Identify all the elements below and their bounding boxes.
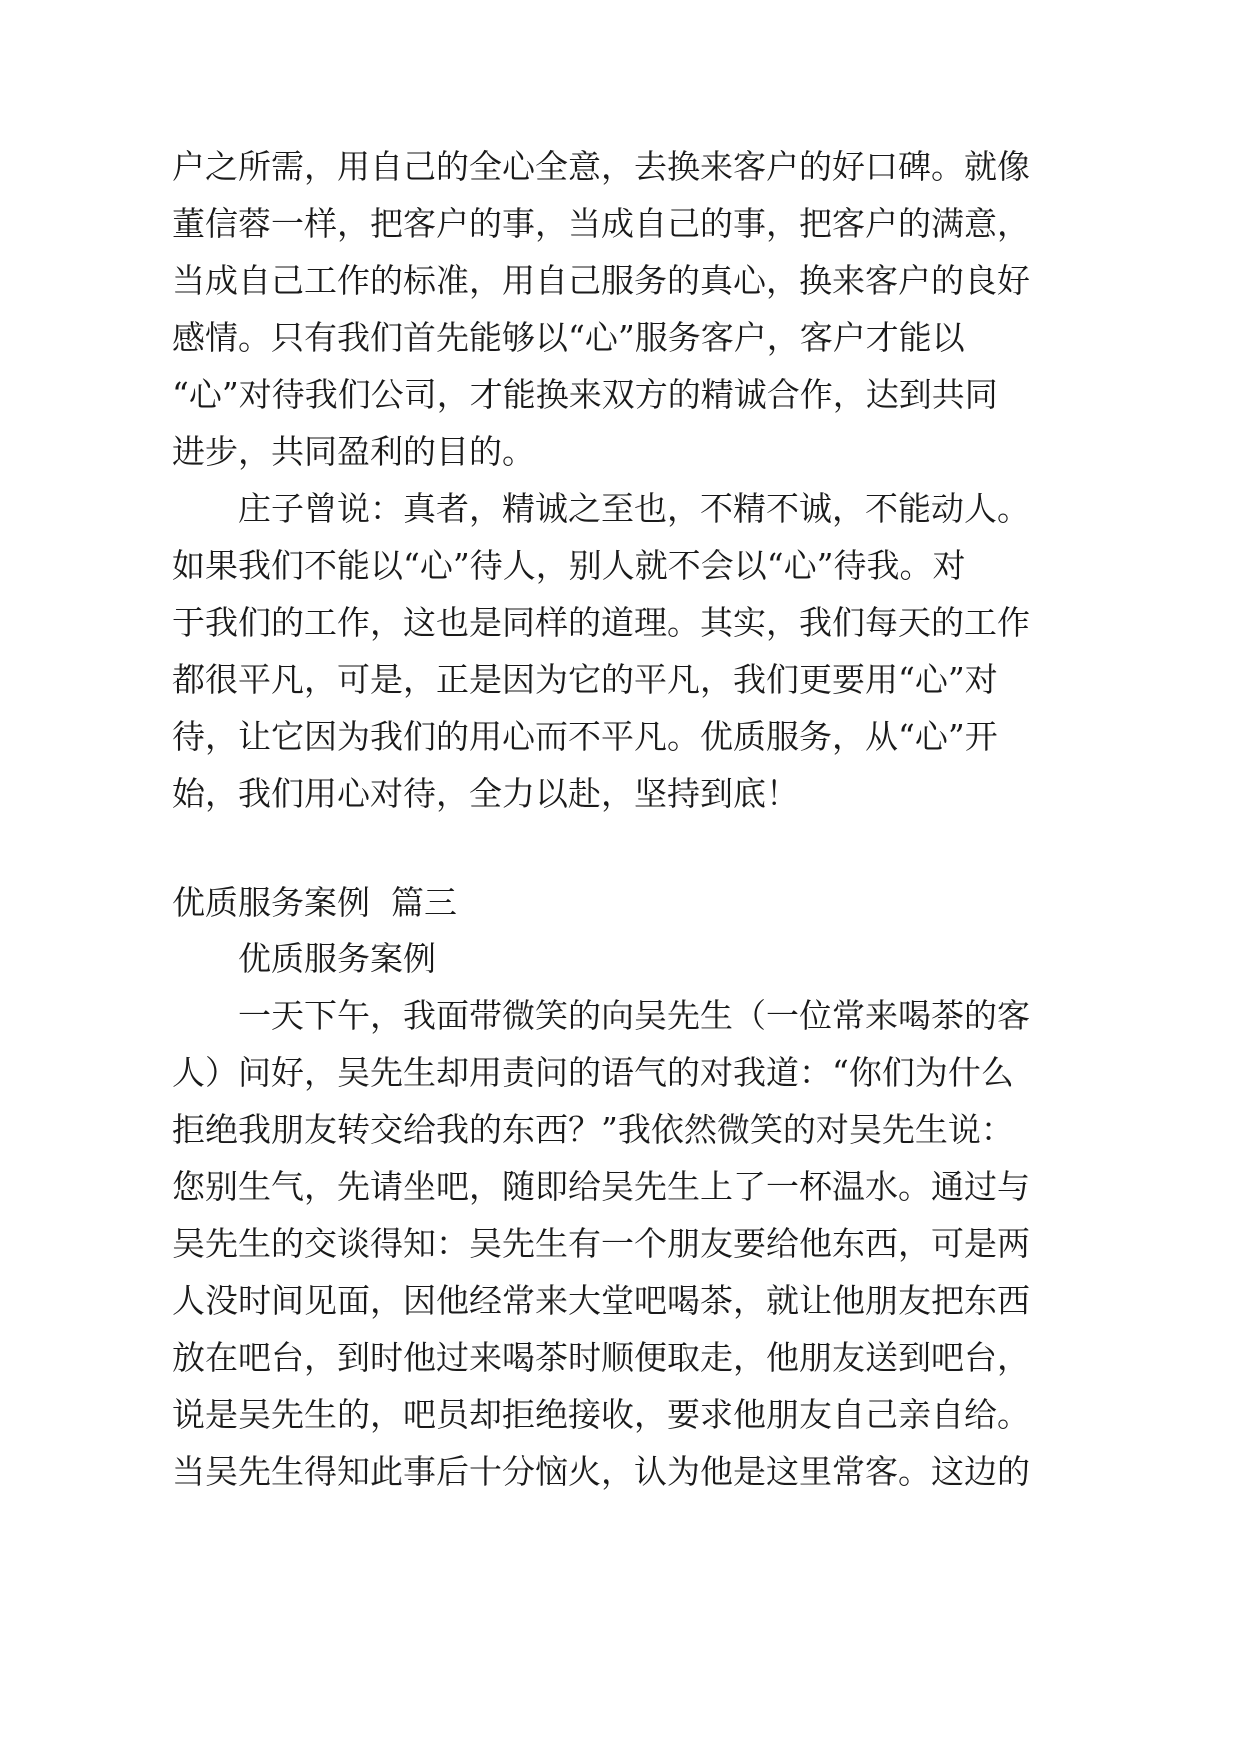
body-text-line: 您别生气，先请坐吧，随即给吴先生上了一杯温水。通过与 bbox=[172, 1167, 1030, 1206]
body-text-line: 进步，共同盈利的目的。 bbox=[172, 432, 535, 471]
case-title: 优质服务案例 bbox=[238, 939, 436, 978]
body-text-line: 都很平凡，可是，正是因为它的平凡，我们更要用“心”对 bbox=[172, 660, 998, 699]
body-text-line: 户之所需，用自己的全心全意，去换来客户的好口碑。就像 bbox=[172, 147, 1030, 186]
body-text-line: 放在吧台，到时他过来喝茶时顺便取走，他朋友送到吧台， bbox=[172, 1338, 1030, 1377]
body-text-line: 于我们的工作，这也是同样的道理。其实，我们每天的工作 bbox=[172, 603, 1030, 642]
body-text-line: “心”对待我们公司，才能换来双方的精诚合作，达到共同 bbox=[172, 375, 998, 414]
body-text-line: 当成自己工作的标准，用自己服务的真心，换来客户的良好 bbox=[172, 261, 1030, 300]
body-text-line: 人没时间见面，因他经常来大堂吧喝茶，就让他朋友把东西 bbox=[172, 1281, 1030, 1320]
body-text-line: 吴先生的交谈得知：吴先生有一个朋友要给他东西，可是两 bbox=[172, 1224, 1030, 1263]
body-text-line: 拒绝我朋友转交给我的东西？”我依然微笑的对吴先生说： bbox=[172, 1110, 1014, 1149]
body-text-line: 一天下午，我面带微笑的向吴先生（一位常来喝茶的客 bbox=[238, 996, 1030, 1035]
section-heading: 优质服务案例 篇三 bbox=[172, 883, 457, 922]
body-text-line: 庄子曾说：真者，精诚之至也，不精不诚，不能动人。 bbox=[238, 489, 1030, 528]
body-text-line: 感情。只有我们首先能够以“心”服务客户，客户才能以 bbox=[172, 318, 965, 357]
body-text-line: 待，让它因为我们的用心而不平凡。优质服务，从“心”开 bbox=[172, 717, 998, 756]
body-text-line: 人）问好，吴先生却用责问的语气的对我道：“你们为什么 bbox=[172, 1053, 1014, 1092]
body-text-line: 始，我们用心对待，全力以赴，坚持到底！ bbox=[172, 774, 799, 813]
body-text-line: 说是吴先生的，吧员却拒绝接收，要求他朋友自己亲自给。 bbox=[172, 1395, 1030, 1434]
body-text-line: 当吴先生得知此事后十分恼火，认为他是这里常客。这边的 bbox=[172, 1452, 1030, 1491]
body-text-line: 董信蓉一样，把客户的事，当成自己的事，把客户的满意， bbox=[172, 204, 1030, 243]
body-text-line: 如果我们不能以“心”待人，别人就不会以“心”待我。对 bbox=[172, 546, 966, 585]
